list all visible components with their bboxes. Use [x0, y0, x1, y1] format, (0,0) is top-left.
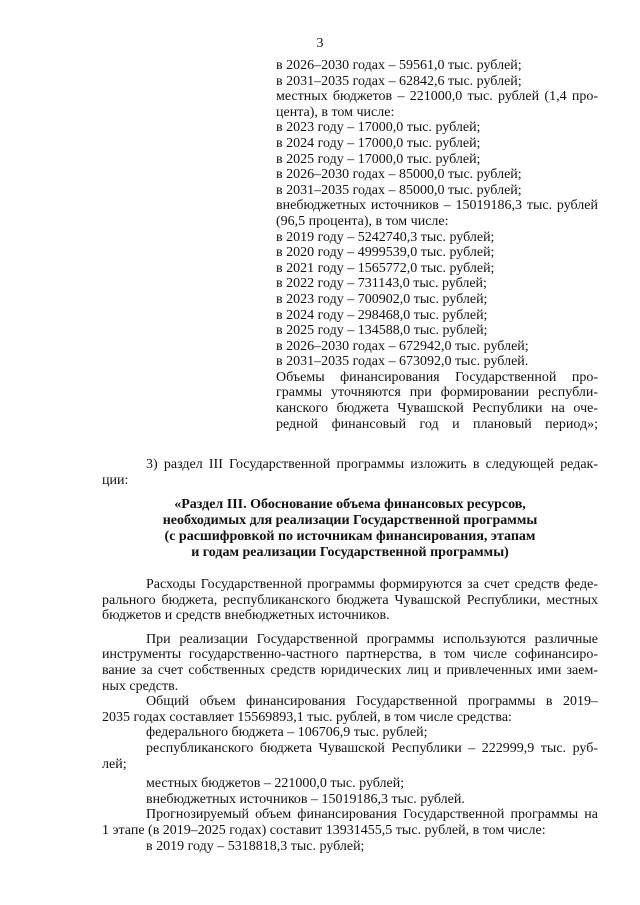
text-line: Прогнозируемый объем финансирования Государственной программы на — [146, 807, 598, 823]
heading-line: «Раздел III. Обоснование объема финансовых ресурсов, — [174, 497, 526, 512]
text-line: ных средств. — [102, 678, 179, 694]
forecast-2019: в 2019 году – 5318818,3 тыс. рублей; — [146, 838, 365, 854]
section-intro-line: ции: — [102, 472, 129, 488]
text-line: лей; — [102, 756, 127, 772]
heading-line: и годам реализации Государственной программы) — [191, 545, 509, 560]
source-local: местных бюджетов – 221000,0 тыс. рублей; — [146, 776, 405, 792]
list-item: в 2022 году – 731143,0 тыс. рублей; — [276, 276, 487, 292]
list-item: в 2026–2030 годах – 85000,0 тыс. рублей; — [276, 167, 522, 183]
source-federal: федерального бюджета – 106706,9 тыс. рублей; — [146, 725, 428, 741]
page-number: 3 — [316, 36, 324, 51]
list-item: в 2031–2035 годах – 673092,0 тыс. рублей. — [276, 354, 529, 370]
list-item: местных бюджетов – 221000,0 тыс. рублей (1,4 про- — [276, 89, 598, 105]
list-item: редной финансовый год и плановый период»; — [276, 416, 598, 432]
list-item: в 2026–2030 годах – 59561,0 тыс. рублей; — [276, 58, 522, 73]
list-item: в 2023 году – 17000,0 тыс. рублей; — [276, 120, 481, 136]
section-intro — [102, 457, 598, 488]
text-line: При реализации Государственной программы используются различные — [146, 631, 598, 647]
text-line: Расходы Государственной программы формируются за счет средств феде- — [146, 577, 598, 592]
list-item: в 2024 году – 17000,0 тыс. рублей; — [276, 135, 481, 151]
source-republican — [102, 741, 598, 772]
list-item: в 2025 году – 134588,0 тыс. рублей; — [276, 323, 488, 339]
text-line: 1 этапе (в 2019–2025 годах) составит 13931455,5 тыс. рублей, в том числе: — [102, 822, 546, 838]
list-item: в 2031–2035 годах – 62842,6 тыс. рублей; — [276, 73, 522, 89]
list-item: внебюджетных источников – 15019186,3 тыс. рублей — [276, 198, 598, 214]
list-item: Объемы финансирования Государственной про- — [276, 369, 598, 385]
text-line: рального бюджета, республиканского бюджета Чувашской Республики, местных — [102, 592, 598, 608]
text-line: Общий объем финансирования Государственной программы в 2019– — [146, 694, 598, 710]
list-item: в 2019 году – 5242740,3 тыс. рублей; — [276, 229, 495, 245]
list-item: (96,5 процента), в том числе: — [276, 213, 449, 229]
paragraph-forecast — [102, 807, 598, 838]
list-item: в 2023 году – 700902,0 тыс. рублей; — [276, 291, 488, 307]
paragraph-total — [102, 694, 598, 725]
list-item: граммы уточняются при формировании республи- — [276, 385, 598, 401]
section-intro-line: 3) раздел III Государственной программы изложить в следующей редак- — [146, 457, 598, 472]
funding-list-column — [276, 58, 598, 432]
document-body — [102, 577, 598, 854]
list-item: в 2021 году – 1565772,0 тыс. рублей; — [276, 260, 495, 276]
list-item: канского бюджета Чувашской Республики на оче- — [276, 401, 598, 417]
list-item: в 2024 году – 298468,0 тыс. рублей; — [276, 307, 488, 323]
section-heading — [102, 497, 598, 561]
heading-line: (с расшифровкой по источникам финансирования, этапам — [164, 529, 536, 544]
list-item: в 2026–2030 годах – 672942,0 тыс. рублей; — [276, 338, 529, 354]
text-line: республиканского бюджета Чувашской Республики – 222999,9 тыс. руб- — [146, 740, 598, 756]
paragraph-expenses — [102, 577, 598, 624]
source-extrabudgetary: внебюджетных источников – 15019186,3 тыс. рублей. — [146, 791, 465, 807]
list-item: в 2025 году – 17000,0 тыс. рублей; — [276, 151, 481, 167]
list-item: цента), в том числе: — [276, 104, 395, 120]
heading-line: необходимых для реализации Государственной программы — [162, 513, 538, 528]
text-line: бюджетов и средств внебюджетных источников. — [102, 608, 390, 624]
list-item: в 2031–2035 годах – 85000,0 тыс. рублей; — [276, 182, 522, 198]
paragraph-instruments — [102, 632, 598, 694]
text-line: инструменты государственно-частного партнерства, в том числе софинансиро- — [102, 647, 598, 663]
list-item: в 2020 году – 4999539,0 тыс. рублей; — [276, 245, 495, 261]
text-line: 2035 годах составляет 15569893,1 тыс. рублей, в том числе средства: — [102, 709, 512, 725]
text-line: вание за счет собственных средств юридических лиц и привлеченных ими заем- — [102, 662, 598, 678]
